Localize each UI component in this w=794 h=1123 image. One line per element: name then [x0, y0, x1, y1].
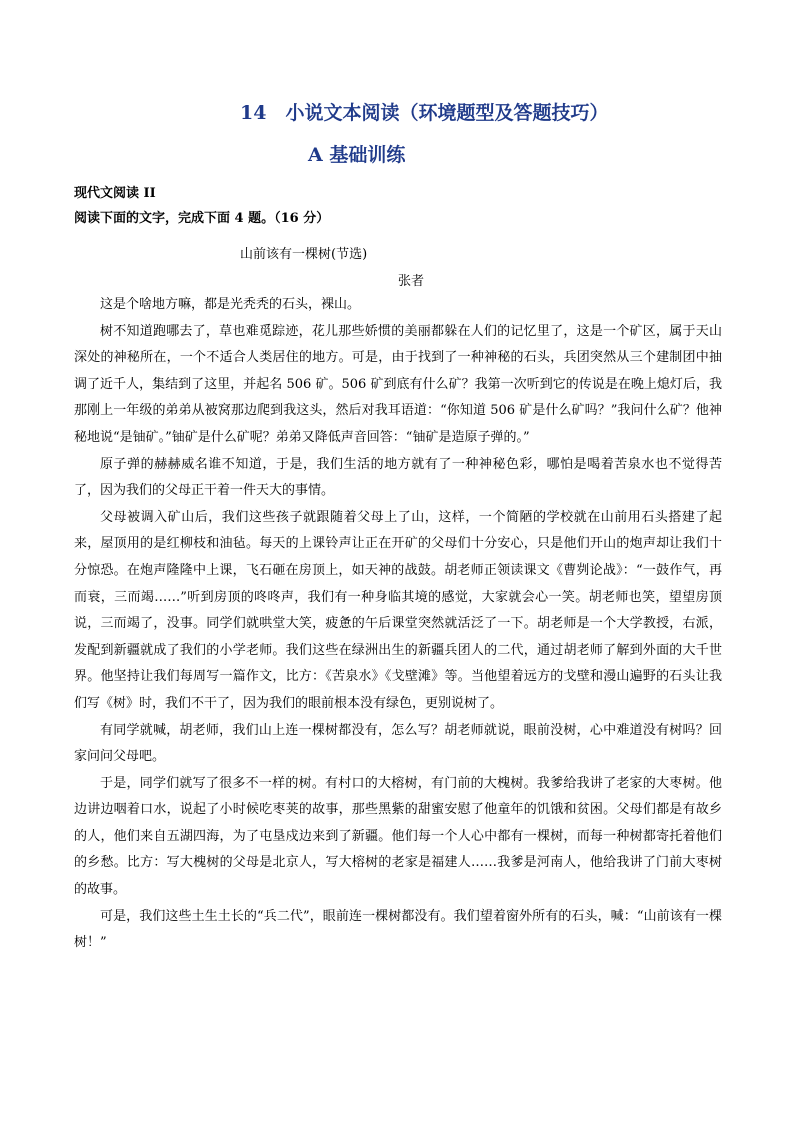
- paragraph: 可是，我们这些土生土长的“兵二代”，眼前连一棵树都没有。我们望着窗外所有的石头，喊：“山前该有一棵树！”: [74, 908, 722, 951]
- story-title: 山前该有一棵树(节选): [240, 247, 368, 262]
- paragraph: 有同学就喊，胡老师，我们山上连一棵树都没有，怎么写？胡老师就说，眼前没树，心中难道没有树吗？回家问问父母吧。: [74, 722, 722, 765]
- paragraph: 原子弹的赫赫威名谁不知道，于是，我们生活的地方就有了一种神秘色彩，哪怕是喝着苦泉水也不觉得苦了，因为我们的父母正干着一件天大的事情。: [74, 456, 722, 499]
- paragraph: 树不知道跑哪去了，草也难觅踪迹，花儿那些娇惯的美丽都躲在人们的记忆里了，这是一个矿区，属于天山深处的神秘所在，一个不适合人类居住的地方。可是，由于找到了一种神秘的石头，兵团突然从三个建制团中抽调了近千人，集结到了这里，并起名 506 矿。506 矿到底有什么矿？我第一次听到它的传说是在晚上熄灯后，我那刚上一年级的弟弟从被窝那边爬到我这头，然后对我耳语道：“你知道 506 矿是什么矿吗？”我问什么矿？他神秘地说“是铀矿。”铀矿是什么矿呢？弟弟又降低声音回答：“铀矿是造原子弹的。”: [74, 323, 722, 445]
- page-subtitle: A 基础训练: [308, 144, 406, 166]
- paragraph: 这是个啥地方嘛，都是光秃秃的石头，裸山。: [100, 297, 361, 312]
- paragraph: 父母被调入矿山后，我们这些孩子就跟随着父母上了山，这样，一个简陋的学校就在山前用石头搭建了起来，屋顶用的是红柳枝和油毡。每天的上课铃声让正在开矿的父母们十分安心，只是他们开山的炮声却让我们十分惊恐。在炮声隆隆中上课，飞石砸在房顶上，如天神的战鼓。胡老师正领读课文《曹刿论战》：“一鼓作气，再而衰，三而竭……”听到房顶的咚咚声，我们有一种身临其境的感觉，大家就会心一笑。胡老师也笑，望望房顶说，三而竭了，没事。同学们就哄堂大笑，疲惫的午后课堂突然就活泛了一下。胡老师是一个大学教授，右派，发配到新疆就成了我们的小学老师。我们这些在绿洲出生的新疆兵团人的二代，通过胡老师了解到外面的大千世界。他坚持让我们每周写一篇作文，比方：《苦泉水》《戈壁滩》等。当他望着远方的戈壁和漫山遍野的石头让我们写《树》时，我们不干了，因为我们的眼前根本没有绿色，更别说树了。: [74, 509, 722, 711]
- section-label: 现代文阅读 II: [74, 186, 156, 201]
- story-body: [74, 292, 722, 957]
- story-author: 张者: [398, 274, 425, 289]
- paragraph: 于是，同学们就写了很多不一样的树。有村口的大榕树，有门前的大槐树。我爹给我讲了老家的大枣树。他边讲边咽着口水，说起了小时候吃枣荚的故事，那些黑紫的甜蜜安慰了他童年的饥饿和贫困。父母们都是有故乡的人，他们来自五湖四海，为了屯垦戍边来到了新疆。他们每一个人心中都有一棵树，而每一种树都寄托着他们的乡愁。比方：写大槐树的父母是北京人，写大榕树的老家是福建人……我爹是河南人，他给我讲了门前大枣树的故事。: [74, 775, 722, 898]
- instruction-text: 阅读下面的文字，完成下面 4 题。（16 分）: [74, 211, 330, 226]
- page-title: 14 小说文本阅读（环境题型及答题技巧）: [240, 102, 609, 124]
